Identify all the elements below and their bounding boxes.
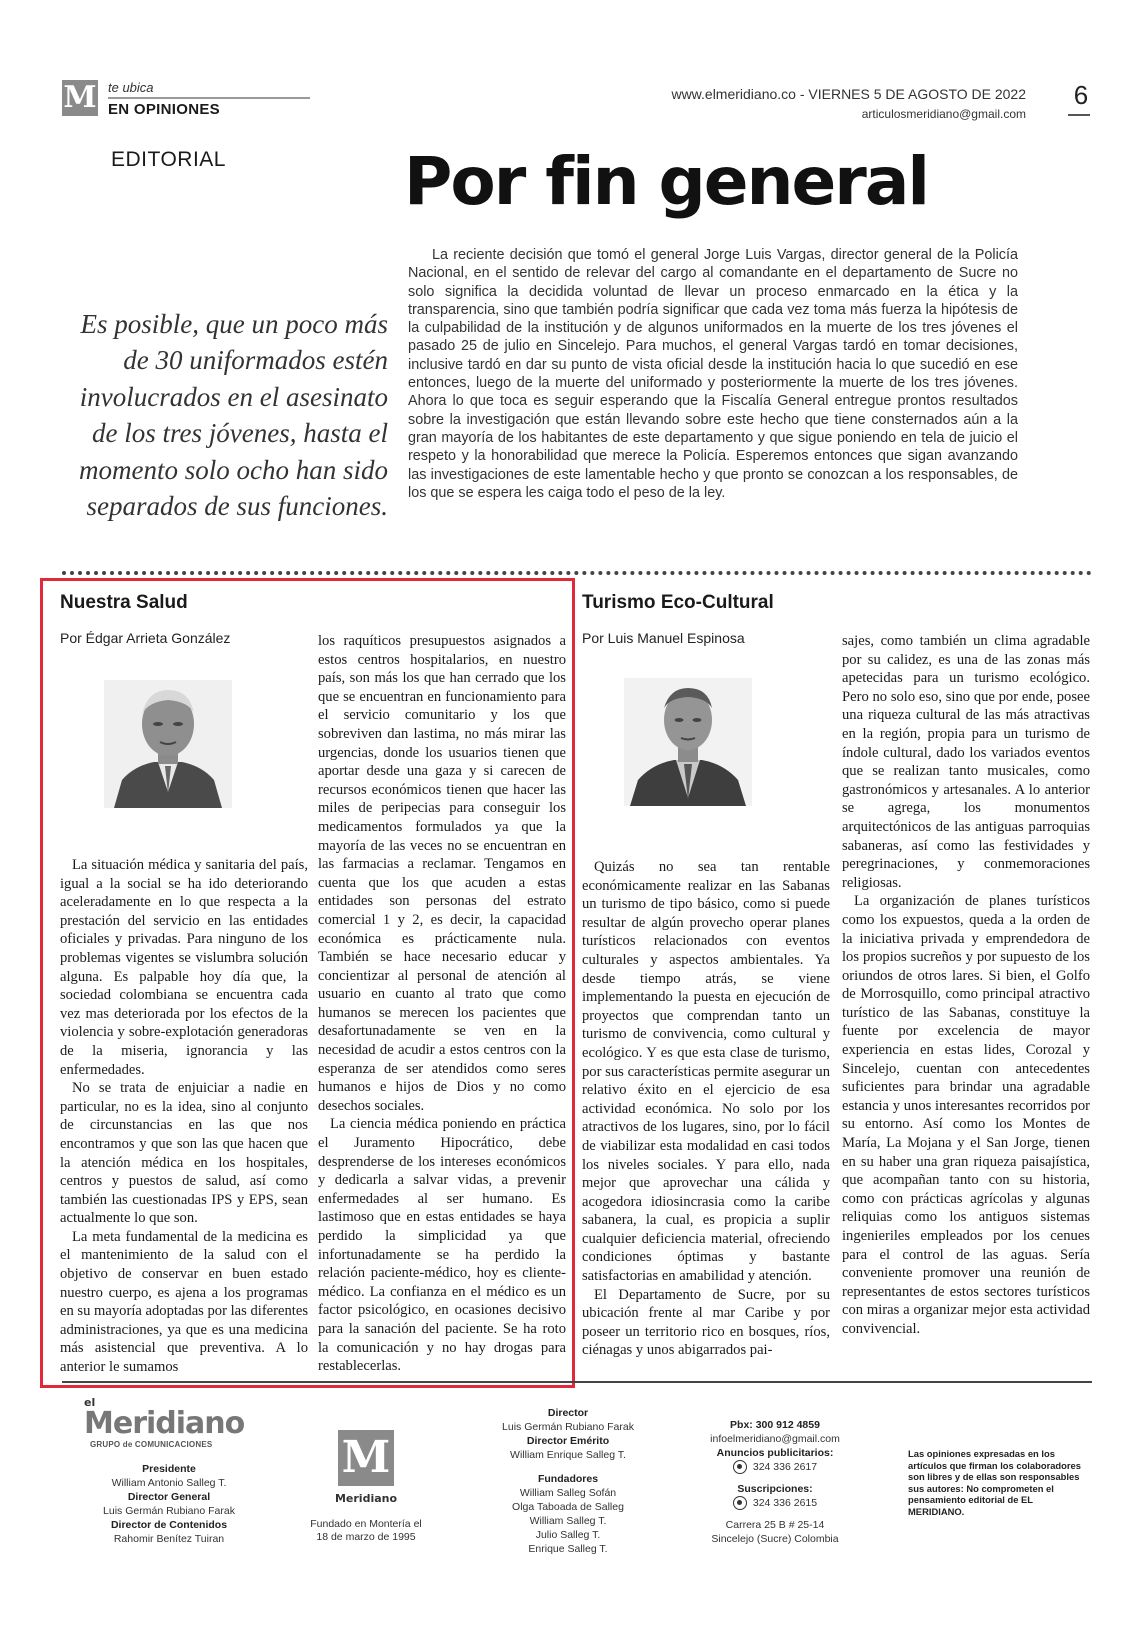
address: Carrera 25 B # 25-14 bbox=[725, 1519, 825, 1532]
author-portrait bbox=[104, 680, 232, 808]
paragraph: Quizás no sea tan rentable económicamente realizar en las Sabanas un turismo de tipo básico, como si puede resultar de algún provecho operar planes turísticos relacionados con eventos culturales y aspectos ambientales. Ya desde tiempo atrás, se viene implementando la puesta en ejecución de proyectos que comprendan tanto un turismo de convivencia, como cultural y ecológico. Y es que esta clase de turismo, por sus características permite asegurar un relativo éxito en el ejercicio de esa actividad económica. No solo por los atractivos de los lugares, sino, por lo fácil de viabilizar esta modalidad en casi todos los niveles sociales. Y para ello, nada mejor que aprovechar una cálida y acogedora idiosincrasia como la caribe sabanera, la cual, es propicia a suplir cualquier deficiencia material, ofreciendo condiciones óptimas y bastante satisfactorias en amabilidad y atención. bbox=[582, 859, 830, 1285]
contact-block bbox=[690, 1418, 860, 1546]
paragraph: La ciencia médica poniendo en práctica el Juramento Hipocrático, debe desprenderse de los intereses económicos y dedicarla a salvar vidas, a prevenir enfermedades al ser humano. Es lastimoso que en estas entidades se haya perdido la simplicidad ya que infortunadamente se ha perdido la relación paciente-médico, hoy es cliente-médico. La confianza en el médico es un factor psicológico, en ocasiones decisivo para la sanación del paciente. Se ha roto la comunicación y no hay drogas para restablecerlas. bbox=[318, 1116, 566, 1375]
masthead-footer bbox=[0, 1390, 1144, 1570]
section-divider bbox=[108, 97, 310, 99]
subscriptions-phone bbox=[690, 1496, 860, 1510]
founded-note: Fundado en Montería el 18 de marzo de 1995 bbox=[310, 1518, 422, 1543]
founder-name: Olga Taboada de Salleg bbox=[512, 1501, 624, 1513]
disclaimer: Las opiniones expresadas en los artículos que firman los colaboradores son libres y de ellas son responsables sus autores: No comprometen el pensamiento editorial de EL MERIDIANO. bbox=[908, 1448, 1081, 1517]
city: Sincelejo (Sucre) Colombia bbox=[711, 1533, 839, 1546]
founder-name: Julio Salleg T. bbox=[535, 1529, 601, 1541]
meridiano-logo: M bbox=[63, 80, 97, 115]
editorial-label: EDITORIAL bbox=[111, 148, 226, 171]
paragraph: La organización de planes turísticos como los expuestos, queda a la orden de la iniciativa privada y emprendedora de los propios sucreños y por supuesto de los oriundos de otros lares. Si bien, el Golfo de Morrosquillo, como principal atractivo turístico de las Sabanas, constituye la fuente por excelencia de mayor experiencia en estas lides, Corozal y Sincelejo, cuentan con antecedentes suficientes para brindar una agradable estancia y unos interesantes recorridos por su entorno. Así como los Montes de María, La Mojana y el San Jorge, tienen en su haber una gran riqueza paisajística, que acompañan tanto con su historia, como con prácticas agrícolas y algunas reliquias como los antiguos sistemas ingenieriles empleados por los cenues para el control de las aguas. Sería conveniente promover una reunión de representantes de estos sectores turísticos con miras a organizar mejor esta actividad convivencial. bbox=[842, 893, 1090, 1337]
article-column-2 bbox=[842, 632, 1090, 1339]
founder-name: Enrique Salleg T. bbox=[528, 1543, 608, 1555]
staff-role: Director de Contenidos bbox=[110, 1519, 228, 1531]
paragraph: La meta fundamental de la medicina es el mantenimiento de la salud con el objetivo de conservar en buen estado nuestro cuerpo, es ajena a los programas en su mayoría adoptadas por las diferentes administraciones, ya que es una medicina más asistencial que preventiva. A lo anterior le sumamos bbox=[60, 1228, 309, 1376]
staff-role: Director General bbox=[127, 1491, 211, 1503]
ads-label: Anuncios publicitarios: bbox=[716, 1447, 834, 1459]
paragraph: los raquíticos presupuestos asignados a estos centros hospitalarios, en nuestro país, son más los que han cerrado que los que se encuentran en funcionamiento para el servicio comunitario y los que sobreviven dan lastima, no más mirar las urgencias, donde los usuarios tienen que aportar desde una gaza y si carecen de recursos económicos tienen que hacer las miles de peripecias para conseguir los medicamentos formulados ya que la mayoría de las veces no se encuentran en las farmacias a reclamar. Tengamos en cuenta que los que acuden a estas entidades son personas del estrato comercial 1 y 2, es decir, la capacidad económica es prácticamente nula. También se hace necesario educar y concientizar al personal de atención al usuario en cuanto al trato que como humanos se merecen los pacientes que desafortunadamente se ven en la necesidad de acudir a estos centros con la esperanza de ser atendidos como seres humanos e hijos de Dios y no como desechos sociales. bbox=[318, 633, 566, 1114]
editorial-headline: Por fin general bbox=[404, 143, 929, 220]
section-name: EN OPINIONES bbox=[108, 101, 220, 118]
article-column-2 bbox=[318, 632, 566, 1376]
staff-name: Rahomir Benítez Tuiran bbox=[113, 1533, 225, 1545]
editorial-body: La reciente decisión que tomó el general Jorge Luis Vargas, director general de la Policía Nacional, en el sentido de relevar del cargo al comandante en el departamento de Sucre no solo significa la decidida voluntad de llevar un proceso enmarcado en la ética y la transparencia, sino que también podría significar que cada vez toma más fuerza la hipótesis de la culpabilidad de la institución y de algunos uniformados en la muerte de los tres jóvenes el pasado 25 de julio en Sincelejo. Para muchos, el general Vargas tardó en tomar decisiones, inclusive tardó en dar su punto de vista oficial desde la institución hacia lo que sucedió en ese entonces, luego de la muerte del uniformado y posteriormente la muerte de los tres jóvenes. Ahora lo que toca es seguir esperando que la Fiscalía General entregue prontos resultados sobre la investigación que están llevando sobre este hecho que tiene consternados aún a la gran mayoría de los habitantes de este departamento y que sigue poniendo en tela de juicio el respeto y la honorabilidad que merece la Policía. Esperemos entonces que sigan avanzando las investigaciones de este lamentable hecho y que pronto se conozcan a los responsables, de los que se espera les caiga todo el peso de la ley. bbox=[408, 247, 1018, 501]
footer-email: infoelmeridiano@gmail.com bbox=[710, 1433, 840, 1445]
article-byline: Por Luis Manuel Espinosa bbox=[582, 630, 745, 646]
footer-separator bbox=[62, 1381, 1092, 1383]
brand-prefix: el bbox=[84, 1396, 96, 1409]
whatsapp-icon bbox=[733, 1460, 747, 1474]
footer-logo-text: Meridiano bbox=[334, 1492, 398, 1505]
whatsapp-icon bbox=[733, 1496, 747, 1510]
staff-block-center bbox=[488, 1406, 648, 1556]
footer-logo-icon: M bbox=[338, 1430, 394, 1486]
editorial-pullquote: Es posible, que un poco más de 30 uniformados estén involucrados en el asesinato de los tres jóvenes, hasta el momento solo ocho han sido separados de sus funciones. bbox=[79, 309, 388, 522]
paragraph: La situación médica y sanitaria del país, igual a la social se ha ido deteriorando aceleradamente en lo que respecta a la prestación del servicio en las entidades oficiales y privadas. Para ninguno de los problemas vigentes se vislumbra solución alguna. Es palpable hoy día que, la sociedad colombiana se encuentra cada vez mas deteriorada por los efectos de la violencia y sobre-explotación generadoras de la miseria, ignorancia y las enfermedades. bbox=[60, 857, 308, 1078]
dateline: www.elmeridiano.co - VIERNES 5 DE AGOSTO DE 2022 bbox=[671, 86, 1026, 102]
brand-subtitle: GRUPO de COMUNICACIONES bbox=[90, 1440, 213, 1449]
pbx-number: Pbx: 300 912 4859 bbox=[730, 1419, 820, 1431]
staff-name: Luis Germán Rubiano Farak bbox=[502, 1421, 634, 1433]
subscriptions-phone-number: 324 336 2615 bbox=[752, 1497, 818, 1510]
contact-email: articulosmeridiano@gmail.com bbox=[861, 107, 1026, 121]
article-column-1 bbox=[60, 856, 308, 1377]
staff-block-left bbox=[84, 1462, 254, 1546]
staff-role: Presidente bbox=[142, 1463, 196, 1475]
founder-name: William Salleg Sofán bbox=[519, 1487, 617, 1499]
author-portrait bbox=[624, 678, 752, 806]
paragraph: No se trata de enjuiciar a nadie en particular, no es la idea, sino al conjunto de circunstancias en las que nos encontramos y que son las que hacen que la atención médica en los hospitales, centros y puestos de salud, así como también las cuestionadas IPS y EPS, sean actualmente lo que son. bbox=[60, 1080, 308, 1227]
ads-phone-number: 324 336 2617 bbox=[752, 1461, 818, 1473]
article-byline: Por Édgar Arrieta González bbox=[60, 630, 231, 646]
brand-wordmark: Meridiano bbox=[84, 1406, 245, 1441]
staff-role: Director bbox=[547, 1407, 589, 1419]
founder-name: William Salleg T. bbox=[529, 1515, 607, 1527]
ads-phone bbox=[690, 1460, 860, 1474]
page-number: 6 bbox=[1073, 80, 1089, 110]
section-separator bbox=[62, 571, 1092, 575]
staff-name: Luis Germán Rubiano Farak bbox=[103, 1505, 235, 1517]
article-column-1 bbox=[582, 858, 830, 1360]
subscriptions-label: Suscripciones: bbox=[737, 1483, 813, 1496]
page-number-underline bbox=[1068, 114, 1090, 116]
section-kicker: te ubica bbox=[108, 80, 154, 95]
staff-name: William Antonio Salleg T. bbox=[111, 1477, 227, 1489]
staff-role: Director Emérito bbox=[526, 1435, 610, 1447]
staff-name: William Enrique Salleg T. bbox=[510, 1449, 626, 1461]
staff-role: Fundadores bbox=[537, 1473, 599, 1485]
paragraph: sajes, como también un clima agradable por su calidez, es una de las zonas más apetecidas para un turismo ecológico. Pero no solo eso, sino que por ende, posee una riqueza cultural de las más atractivas en la región, propia para un turismo de índole cultural, dado los variados eventos que se realizan tanto musicales, como gastronómicos y artesanales. A lo anterior se agrega, los monumentos arquitectónicos de las antiguas parroquias sabaneras, así como las festividades y peregrinaciones, y conmemoraciones religiosas. bbox=[842, 633, 1090, 891]
article-title-nuestra-salud: Nuestra Salud bbox=[60, 592, 188, 613]
article-title-turismo: Turismo Eco-Cultural bbox=[582, 592, 774, 613]
paragraph: El Departamento de Sucre, por su ubicación frente al mar Caribe y por poseer un territorio rico en bosques, ríos, ciénagas y unos abigarrados pai- bbox=[582, 1286, 830, 1359]
